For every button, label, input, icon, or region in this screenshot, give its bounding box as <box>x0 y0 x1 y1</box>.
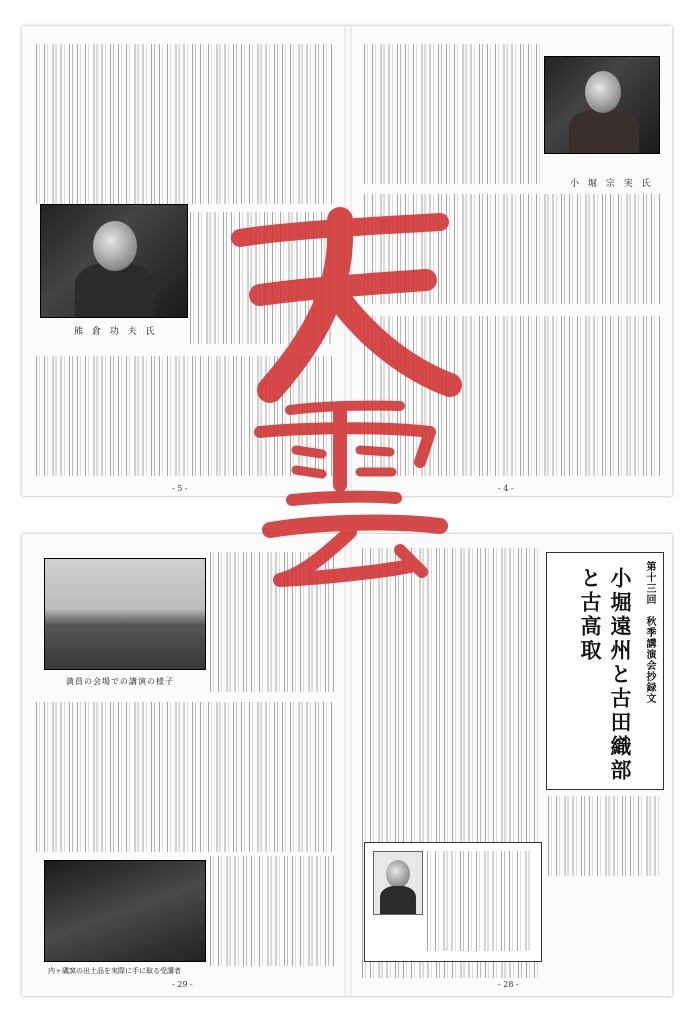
speaker-body <box>75 263 155 317</box>
text-block <box>36 44 332 204</box>
speaker-photo-left <box>40 204 188 318</box>
text-block <box>210 856 334 966</box>
calligraphy-brush-strokes <box>200 200 480 600</box>
page-number-top-right: - 4 - <box>498 484 514 493</box>
caption-handling-photo: 内ヶ磯窯の出土品を実際に手に取る受講者 <box>48 967 181 975</box>
profile-photo <box>373 851 423 915</box>
text-block <box>427 851 533 951</box>
venue-photo <box>44 558 206 670</box>
page-number-bottom-right: - 28 - <box>498 980 519 989</box>
handling-photo <box>44 860 206 962</box>
speaker-face <box>585 71 621 113</box>
article-title: 小堀遠州と古田織部と古高取 <box>578 567 633 783</box>
article-header-box <box>546 552 664 790</box>
text-block <box>36 702 334 852</box>
bottom-spread <box>22 534 672 996</box>
page-number-bottom-left: - 29 - <box>172 980 193 989</box>
caption-speaker-left: 熊 倉 功 夫 氏 <box>74 327 158 337</box>
caption-venue-photo: 満員の会場での講演の様子 <box>66 677 174 686</box>
profile-body <box>380 886 416 914</box>
article-series-label: 第十三回 秋季講演会抄録文 <box>644 561 655 704</box>
calligraphy-overlay <box>200 200 480 600</box>
speaker-profile-box <box>364 842 542 962</box>
profile-face <box>386 860 410 888</box>
speaker-body <box>569 109 639 153</box>
caption-speaker-right: 小 堀 宗 実 氏 <box>570 179 654 189</box>
text-block <box>364 44 540 184</box>
text-block <box>548 796 660 876</box>
speaker-photo-right <box>544 56 660 154</box>
speaker-face <box>93 221 137 271</box>
page-number-top-left: - 5 - <box>172 484 188 493</box>
gutter <box>344 534 352 996</box>
